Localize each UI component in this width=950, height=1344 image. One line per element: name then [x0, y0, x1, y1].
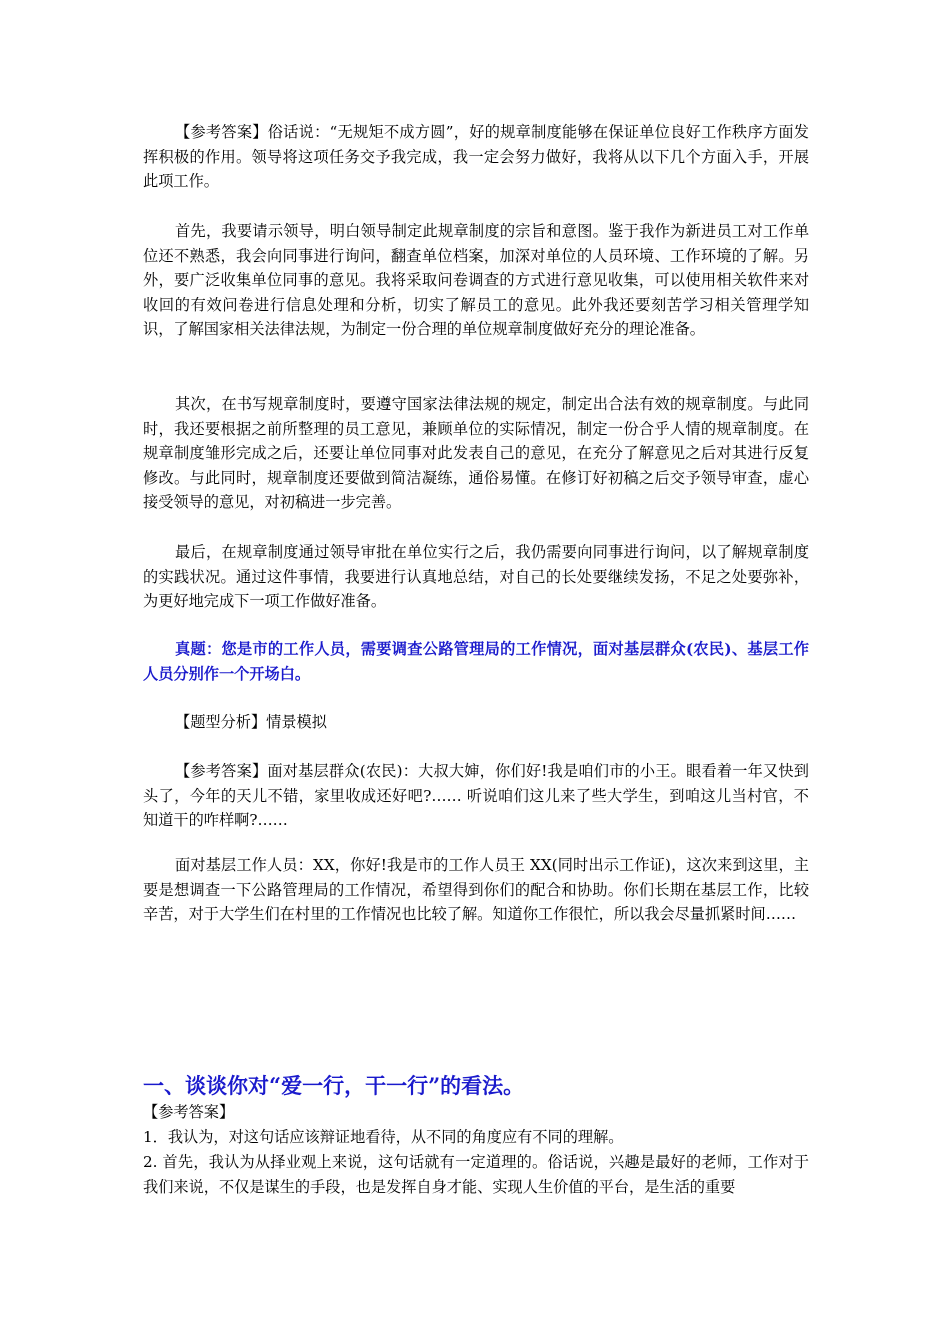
paragraph-reference-answer-1: 【参考答案】俗话说：“无规矩不成方圆”，好的规章制度能够在保证单位良好工作秩序方面发挥积极的作用。领导将这项任务交予我完成，我一定会努力做好，我将从以下几个方面入手，开展此项工作。 [143, 123, 809, 191]
paragraph-firstly: 首先，我要请示领导，明白领导制定此规章制度的宗旨和意图。鉴于我作为新进员工对工作单位还不熟悉，我会向同事进行询问，翻查单位档案，加深对单位的人员环境、工作环境的了解。另外，要广泛收集单位同事的意见。我将采取问卷调查的方式进行意见收集，可以使用相关软件来对收回的有效问卷进行信息处理和分析，切实了解员工的意见。此外我还要刻苦学习相关管理学知识，了解国家相关法律法规，为制定一份合理的单位规章制度做好充分的理论准备。 [143, 222, 809, 339]
paragraph-reference-answer-2: 【参考答案】面对基层群众(农民)：大叔大婶，你们好!我是咱们市的小王。眼看着一年又快到头了，今年的天儿不错，家里收成还好吧?…… 听说咱们这儿来了些大学生，到咱这儿当村官，不知道干的咋样啊?…… [143, 762, 809, 830]
paragraph-question-type: 【题型分析】情景模拟 [175, 713, 327, 731]
section-reference-answer-label: 【参考答案】 [143, 1103, 235, 1121]
section-point-2: 2. 首先，我认为从择业观上来说，这句话就有一定道理的。俗话说，兴趣是最好的老师，工作对于我们来说，不仅是谋生的手段，也是发挥自身才能、实现人生价值的平台，是生活的重要 [143, 1153, 809, 1196]
paragraph-secondly: 其次，在书写规章制度时，要遵守国家法律法规的规定，制定出合法有效的规章制度。与此同时，我还要根据之前所整理的员工意见，兼顾单位的实际情况，制定一份合乎人情的规章制度。在规章制度雏形完成之后，还要让单位同事对此发表自己的意见，在充分了解意见之后对其进行反复修改。与此同时，规章制度还要做到简洁凝练，通俗易懂。在修订好初稿之后交予领导审查，虚心接受领导的意见，对初稿进一步完善。 [143, 395, 809, 512]
paragraph-staff-opening: 面对基层工作人员：XX，你好!我是市的工作人员王 XX(同时出示工作证)，这次来到这里，主要是想调查一下公路管理局的工作情况，希望得到你们的配合和协助。你们长期在基层工作，比较辛苦，对于大学生们在村里的工作情况也比较了解。知道你工作很忙，所以我会尽量抓紧时间…… [143, 856, 809, 924]
paragraph-finally: 最后，在规章制度通过领导审批在单位实行之后，我仍需要向同事进行询问，以了解规章制度的实践状况。通过这件事情，我要进行认真地总结，对自己的长处要继续发扬，不足之处要弥补，为更好地完成下一项工作做好准备。 [143, 543, 809, 611]
section-heading: 一、谈谈你对“爱一行，干一行”的看法。 [143, 1073, 525, 1098]
question-real-exam: 真题：您是市的工作人员，需要调查公路管理局的工作情况，面对基层群众(农民)、基层工作人员分别作一个开场白。 [143, 640, 809, 683]
section-point-1: 1．我认为，对这句话应该辩证地看待，从不同的角度应有不同的理解。 [143, 1128, 624, 1146]
